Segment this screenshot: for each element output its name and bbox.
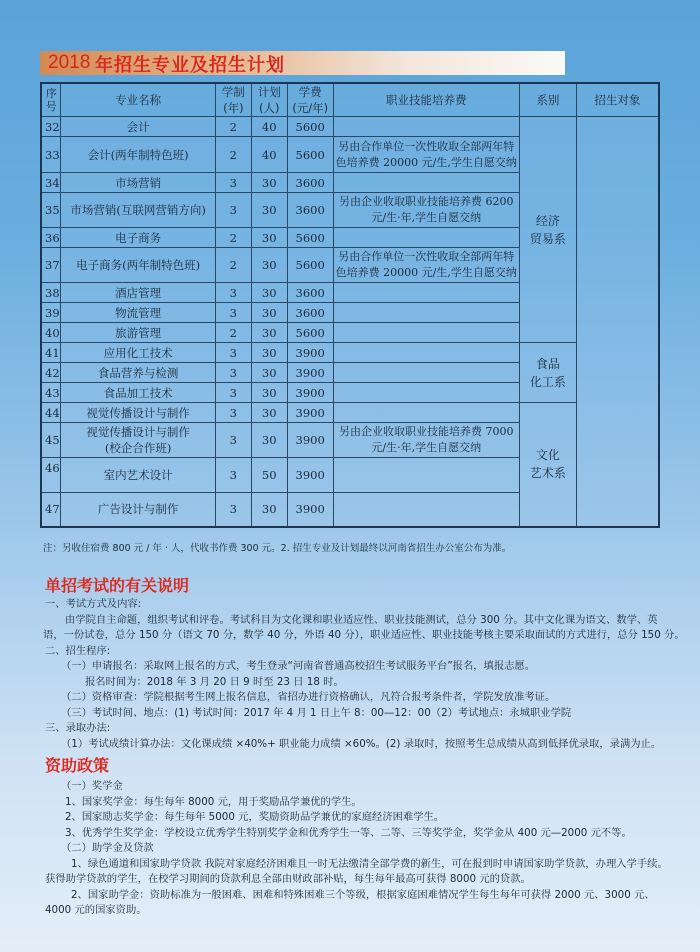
cell-fee [333, 117, 519, 137]
cell-tuition: 3900 [287, 458, 333, 493]
header-years: 学制 (年) [215, 83, 251, 117]
cell-name: 食品营养与检测 [61, 363, 215, 383]
cell-no: 38 [41, 283, 61, 303]
exam-line: 二、招生程序: [45, 644, 111, 657]
cell-plan: 30 [251, 363, 287, 383]
cell-name: 视觉传播设计与制作 (校企合作班) [61, 423, 215, 458]
cell-no: 39 [41, 303, 61, 323]
table-row [41, 403, 659, 423]
header-target: 招生对象 [576, 83, 659, 117]
cell-years: 3 [215, 383, 251, 403]
cell-dept-econ: 经济 贸易系 [519, 117, 576, 343]
plan-title-year: 2018 [48, 52, 91, 73]
cell-tuition: 5600 [287, 248, 333, 283]
cell-plan: 50 [251, 458, 287, 493]
cell-dept-food: 食品 化工系 [519, 343, 576, 403]
cell-no: 32 [41, 117, 61, 137]
cell-years: 3 [215, 403, 251, 423]
cell-fee [333, 173, 519, 193]
header-dept: 系别 [519, 83, 576, 117]
cell-no: 43 [41, 383, 61, 403]
header-tuition: 学费 (元/年) [287, 83, 333, 117]
cell-years: 3 [215, 283, 251, 303]
cell-fee [333, 493, 519, 527]
cell-years: 2 [215, 137, 251, 173]
cell-plan: 30 [251, 283, 287, 303]
exam-line: 三、录取办法: [45, 722, 111, 734]
cell-name: 电子商务 [61, 228, 215, 248]
aid-line: 3、优秀学生奖学金：学校设立优秀学生特别奖学金和优秀学生一等、二等、三等奖学金，奖学金从 400 元—2000 元不等。 [65, 826, 632, 839]
cell-name: 会计(两年制特色班) [61, 137, 215, 173]
cell-name: 视觉传播设计与制作 [61, 403, 215, 423]
cell-no: 33 [41, 137, 61, 173]
cell-tuition: 5600 [287, 137, 333, 173]
exam-line: （一）申请报名：采取网上报名的方式，考生登录“河南省普通高校招生考试服务平台”报名，填报志愿。 [61, 660, 536, 672]
cell-plan: 30 [251, 403, 287, 423]
cell-fee [333, 403, 519, 423]
aid-line: 2、国家励志奖学金：每生每年 5000 元，奖励资助品学兼优的家庭经济困难学生。 [65, 811, 445, 823]
exam-section-heading: 单招考试的有关说明 [45, 576, 190, 595]
cell-tuition: 3600 [287, 173, 333, 193]
cell-name: 市场营销 [61, 173, 215, 193]
cell-name: 电子商务(两年制特色班) [61, 248, 215, 283]
cell-plan: 30 [251, 303, 287, 323]
table-row [41, 343, 659, 363]
cell-no: 47 [41, 493, 61, 527]
cell-dept-art: 文化 艺术系 [519, 403, 576, 527]
cell-years: 3 [215, 493, 251, 527]
cell-name: 室内艺术设计 [61, 458, 215, 493]
cell-fee [333, 323, 519, 343]
cell-plan: 30 [251, 493, 287, 527]
plan-title-banner [40, 51, 565, 75]
exam-line: 语，一份试卷，总分 150 分（语文 70 分，数学 40 分，外语 40 分），职业适应性、职业技能考核主要采取面试的方式进行，总分 150 分。 [43, 629, 685, 641]
cell-plan: 30 [251, 423, 287, 458]
cell-tuition: 3900 [287, 343, 333, 363]
cell-name: 食品加工技术 [61, 383, 215, 403]
cell-name: 市场营销(互联网营销方向) [61, 193, 215, 228]
cell-no: 37 [41, 248, 61, 283]
cell-no: 41 [41, 343, 61, 363]
cell-fee [333, 363, 519, 383]
cell-no: 44 [41, 403, 61, 423]
table-footnote: 注：另收住宿费 800 元 / 年 · 人，代收书作费 300 元。2. 招生专业及计划最终以河南省招生办公室公布为准。 [43, 543, 512, 554]
exam-line: （三）考试时间、地点：(1) 考试时间：2017 年 4 月 1 日上午 8：00—12：00（2）考试地点：永城职业学院 [61, 706, 572, 719]
cell-fee: 另由企业收取职业技能培养费 7000 元/生·年,学生自愿交纳 [333, 423, 519, 458]
cell-years: 2 [215, 248, 251, 283]
cell-fee [333, 228, 519, 248]
cell-years: 3 [215, 173, 251, 193]
cell-tuition: 3900 [287, 363, 333, 383]
cell-name: 酒店管理 [61, 283, 215, 303]
cell-tuition: 3900 [287, 493, 333, 527]
cell-plan: 30 [251, 343, 287, 363]
aid-section-heading: 资助政策 [45, 756, 110, 775]
cell-no: 46 [41, 458, 61, 493]
cell-years: 3 [215, 363, 251, 383]
aid-line: 1、国家奖学金：每生每年 8000 元，用于奖励品学兼优的学生。 [65, 795, 362, 808]
cell-tuition: 3600 [287, 193, 333, 228]
cell-plan: 30 [251, 173, 287, 193]
aid-line: 1、绿色通道和国家助学贷款 我院对家庭经济困难且一时无法缴清全部学费的新生，可在报到时申请国家助学贷款，办理入学手续。 [71, 857, 668, 870]
cell-no: 36 [41, 228, 61, 248]
exam-section-body [43, 597, 685, 752]
exam-line: （1）考试成绩计算办法：文化课成绩 ×40%+ 职业能力成绩 ×60%。(2) 录取时，按照考生总成绩从高到低择优录取，录满为止。 [61, 737, 662, 750]
cell-fee: 另由合作单位一次性收取全部两年特色培养费 20000 元/生,学生自愿交纳 [333, 137, 519, 173]
table-row [41, 117, 659, 137]
table-header-row [41, 83, 659, 117]
plan-title-text: 年招生专业及招生计划 [95, 55, 285, 76]
header-name: 专业名称 [61, 83, 215, 117]
header-no: 序 号 [41, 83, 61, 117]
aid-line: 2、国家助学金：资助标准为一般困难、困难和特殊困难三个等级，根据家庭困难情况学生每生每年可获得 2000 元、3000 元、 [71, 888, 655, 901]
cell-fee [333, 283, 519, 303]
cell-years: 3 [215, 303, 251, 323]
cell-tuition: 5600 [287, 117, 333, 137]
cell-fee: 另由企业收取职业技能培养费 6200 元/生·年,学生自愿交纳 [333, 193, 519, 228]
cell-tuition: 3900 [287, 423, 333, 458]
cell-tuition: 3600 [287, 283, 333, 303]
cell-tuition: 5600 [287, 228, 333, 248]
cell-no: 35 [41, 193, 61, 228]
cell-plan: 40 [251, 137, 287, 173]
cell-years: 3 [215, 343, 251, 363]
aid-line: （一）奖学金 [61, 780, 123, 792]
cell-plan: 30 [251, 248, 287, 283]
cell-no: 40 [41, 323, 61, 343]
cell-fee [333, 303, 519, 323]
cell-tuition: 3900 [287, 403, 333, 423]
cell-plan: 30 [251, 193, 287, 228]
cell-years: 3 [215, 423, 251, 458]
header-plan: 计划 (人) [251, 83, 287, 117]
cell-fee [333, 383, 519, 403]
cell-fee: 另由合作单位一次性收取全部两年特色培养费 20000 元/生,学生自愿交纳 [333, 248, 519, 283]
cell-years: 2 [215, 323, 251, 343]
aid-line: （二）助学金及贷款 [61, 842, 154, 854]
header-skill-fee: 职业技能培养费 [333, 83, 519, 117]
enrollment-plan-table [40, 82, 660, 528]
cell-target [576, 117, 659, 527]
cell-fee [333, 343, 519, 363]
cell-tuition: 3600 [287, 303, 333, 323]
exam-line: 报名时间为：2018 年 3 月 20 日 9 时至 23 日 18 时。 [85, 675, 344, 688]
cell-years: 3 [215, 458, 251, 493]
cell-years: 3 [215, 193, 251, 228]
aid-section-body [45, 779, 670, 919]
cell-plan: 30 [251, 383, 287, 403]
cell-name: 应用化工技术 [61, 343, 215, 363]
exam-line: 一、考试方式及内容: [45, 598, 142, 610]
cell-years: 2 [215, 117, 251, 137]
aid-line: 4000 元的国家资助。 [45, 904, 147, 916]
cell-tuition: 5600 [287, 323, 333, 343]
cell-years: 2 [215, 228, 251, 248]
cell-name: 广告设计与制作 [61, 493, 215, 527]
cell-name: 旅游管理 [61, 323, 215, 343]
cell-name: 物流管理 [61, 303, 215, 323]
exam-line: 由学院自主命题，组织考试和评卷。考试科目为文化课和职业适应性、职业技能测试，总分 300 分。其中文化课为语文、数学、英 [65, 613, 658, 626]
cell-plan: 30 [251, 323, 287, 343]
cell-no: 42 [41, 363, 61, 383]
cell-fee [333, 458, 519, 493]
cell-name: 会计 [61, 117, 215, 137]
exam-line: （二）资格审查：学院根据考生网上报名信息，省招办进行资格确认，凡符合报考条件者，学院发放准考证。 [61, 691, 556, 703]
cell-plan: 30 [251, 228, 287, 248]
cell-tuition: 3900 [287, 383, 333, 403]
cell-no: 34 [41, 173, 61, 193]
cell-no: 45 [41, 423, 61, 458]
aid-line: 获得助学贷款的学生，在校学习期间的贷款利息全部由财政部补贴，每生每年最高可获得 8000 元的贷款。 [45, 873, 531, 885]
cell-plan: 40 [251, 117, 287, 137]
